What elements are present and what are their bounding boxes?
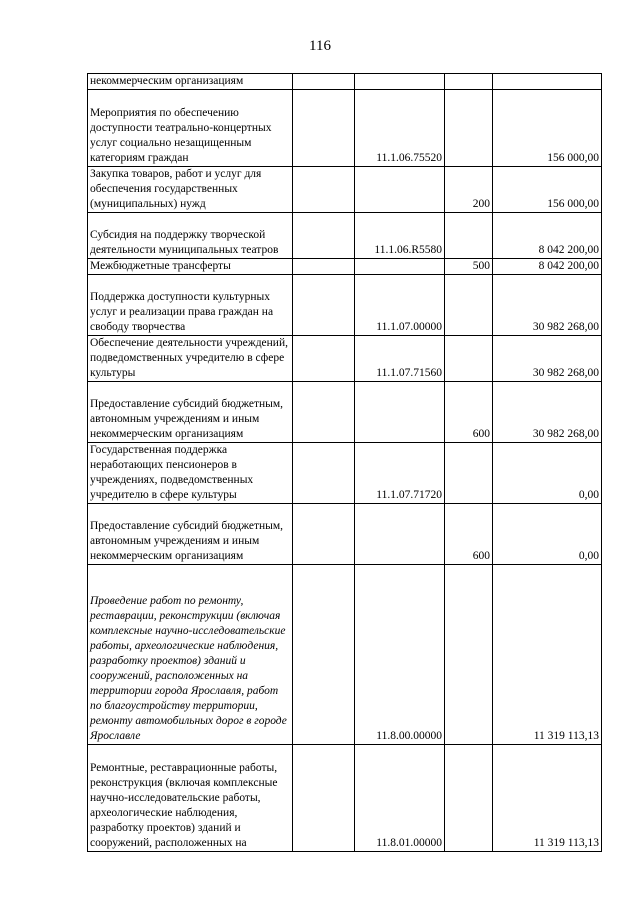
row-name-cell: Государственная поддержка неработающих пенсионеров в учреждениях, подведомственных учредителю в сфере культуры xyxy=(88,443,293,504)
table-row xyxy=(88,336,602,382)
table-row xyxy=(88,275,602,336)
table-row xyxy=(88,382,602,443)
row-sum-cell: 30 982 268,00 xyxy=(493,275,602,336)
row-empty-cell xyxy=(293,382,355,443)
row-sum-cell: 8 042 200,00 xyxy=(493,259,602,275)
table-row xyxy=(88,167,602,213)
row-empty-cell xyxy=(293,504,355,565)
row-type-cell xyxy=(445,336,493,382)
row-name-cell: Закупка товаров, работ и услуг для обеспечения государственных (муниципальных) нужд xyxy=(88,167,293,213)
row-empty-cell xyxy=(293,90,355,167)
row-code-cell xyxy=(355,167,445,213)
row-type-cell: 600 xyxy=(445,382,493,443)
row-empty-cell xyxy=(293,259,355,275)
table-row xyxy=(88,90,602,167)
row-code-cell xyxy=(355,504,445,565)
row-empty-cell xyxy=(293,213,355,259)
row-type-cell: 200 xyxy=(445,167,493,213)
row-empty-cell xyxy=(293,443,355,504)
row-code-cell: 11.1.06.R5580 xyxy=(355,213,445,259)
row-code-cell: 11.1.06.75520 xyxy=(355,90,445,167)
row-name-cell: Предоставление субсидий бюджетным, автономным учреждениям и иным некоммерческим организациям xyxy=(88,504,293,565)
table-row xyxy=(88,74,602,90)
row-name-cell: Предоставление субсидий бюджетным, автономным учреждениям и иным некоммерческим организациям xyxy=(88,382,293,443)
row-code-cell: 11.1.07.71560 xyxy=(355,336,445,382)
table-row xyxy=(88,504,602,565)
row-sum-cell: 11 319 113,13 xyxy=(493,565,602,745)
row-code-cell: 11.1.07.71720 xyxy=(355,443,445,504)
table-row xyxy=(88,259,602,275)
row-name-cell: Поддержка доступности культурных услуг и реализации права граждан на свободу творчества xyxy=(88,275,293,336)
table-row xyxy=(88,443,602,504)
row-sum-cell: 8 042 200,00 xyxy=(493,213,602,259)
row-name-cell: Проведение работ по ремонту, реставрации, реконструкции (включая комплексные научно-исследовательские работы, археологические наблюдения, разработку проектов) зданий и сооружений, расположенных на территории города Ярославля, работ по благоустройству территории, ремонту автомобильных дорог в городе Ярославле xyxy=(88,565,293,745)
row-name-cell: некоммерческим организациям xyxy=(88,74,293,90)
row-empty-cell xyxy=(293,745,355,852)
page-number: 116 xyxy=(309,38,331,54)
row-empty-cell xyxy=(293,74,355,90)
row-empty-cell xyxy=(293,275,355,336)
row-type-cell: 500 xyxy=(445,259,493,275)
row-sum-cell: 156 000,00 xyxy=(493,167,602,213)
row-type-cell: 600 xyxy=(445,504,493,565)
row-empty-cell xyxy=(293,167,355,213)
row-name-cell: Ремонтные, реставрационные работы, реконструкция (включая комплексные научно-исследовательские работы, археологические наблюдения, разработку проектов) зданий и сооружений, расположенных на xyxy=(88,745,293,852)
row-type-cell xyxy=(445,745,493,852)
row-code-cell xyxy=(355,259,445,275)
row-sum-cell: 0,00 xyxy=(493,504,602,565)
row-sum-cell: 30 982 268,00 xyxy=(493,336,602,382)
row-empty-cell xyxy=(293,336,355,382)
row-sum-cell: 11 319 113,13 xyxy=(493,745,602,852)
row-code-cell: 11.1.07.00000 xyxy=(355,275,445,336)
row-code-cell xyxy=(355,382,445,443)
row-name-cell: Межбюджетные трансферты xyxy=(88,259,293,275)
budget-table-body xyxy=(88,74,602,852)
row-type-cell xyxy=(445,443,493,504)
row-code-cell: 11.8.00.00000 xyxy=(355,565,445,745)
row-empty-cell xyxy=(293,565,355,745)
row-sum-cell: 30 982 268,00 xyxy=(493,382,602,443)
row-type-cell xyxy=(445,565,493,745)
row-type-cell xyxy=(445,275,493,336)
table-row xyxy=(88,565,602,745)
row-code-cell xyxy=(355,74,445,90)
row-name-cell: Обеспечение деятельности учреждений, подведомственных учредителю в сфере культуры xyxy=(88,336,293,382)
row-type-cell xyxy=(445,74,493,90)
table-row xyxy=(88,745,602,852)
row-name-cell: Мероприятия по обеспечению доступности театрально-концертных услуг социально незащищенным категориям граждан xyxy=(88,90,293,167)
row-code-cell: 11.8.01.00000 xyxy=(355,745,445,852)
row-type-cell xyxy=(445,213,493,259)
row-type-cell xyxy=(445,90,493,167)
budget-table xyxy=(87,73,602,852)
table-row xyxy=(88,213,602,259)
row-name-cell: Субсидия на поддержку творческой деятельности муниципальных театров xyxy=(88,213,293,259)
row-sum-cell xyxy=(493,74,602,90)
row-sum-cell: 156 000,00 xyxy=(493,90,602,167)
row-sum-cell: 0,00 xyxy=(493,443,602,504)
